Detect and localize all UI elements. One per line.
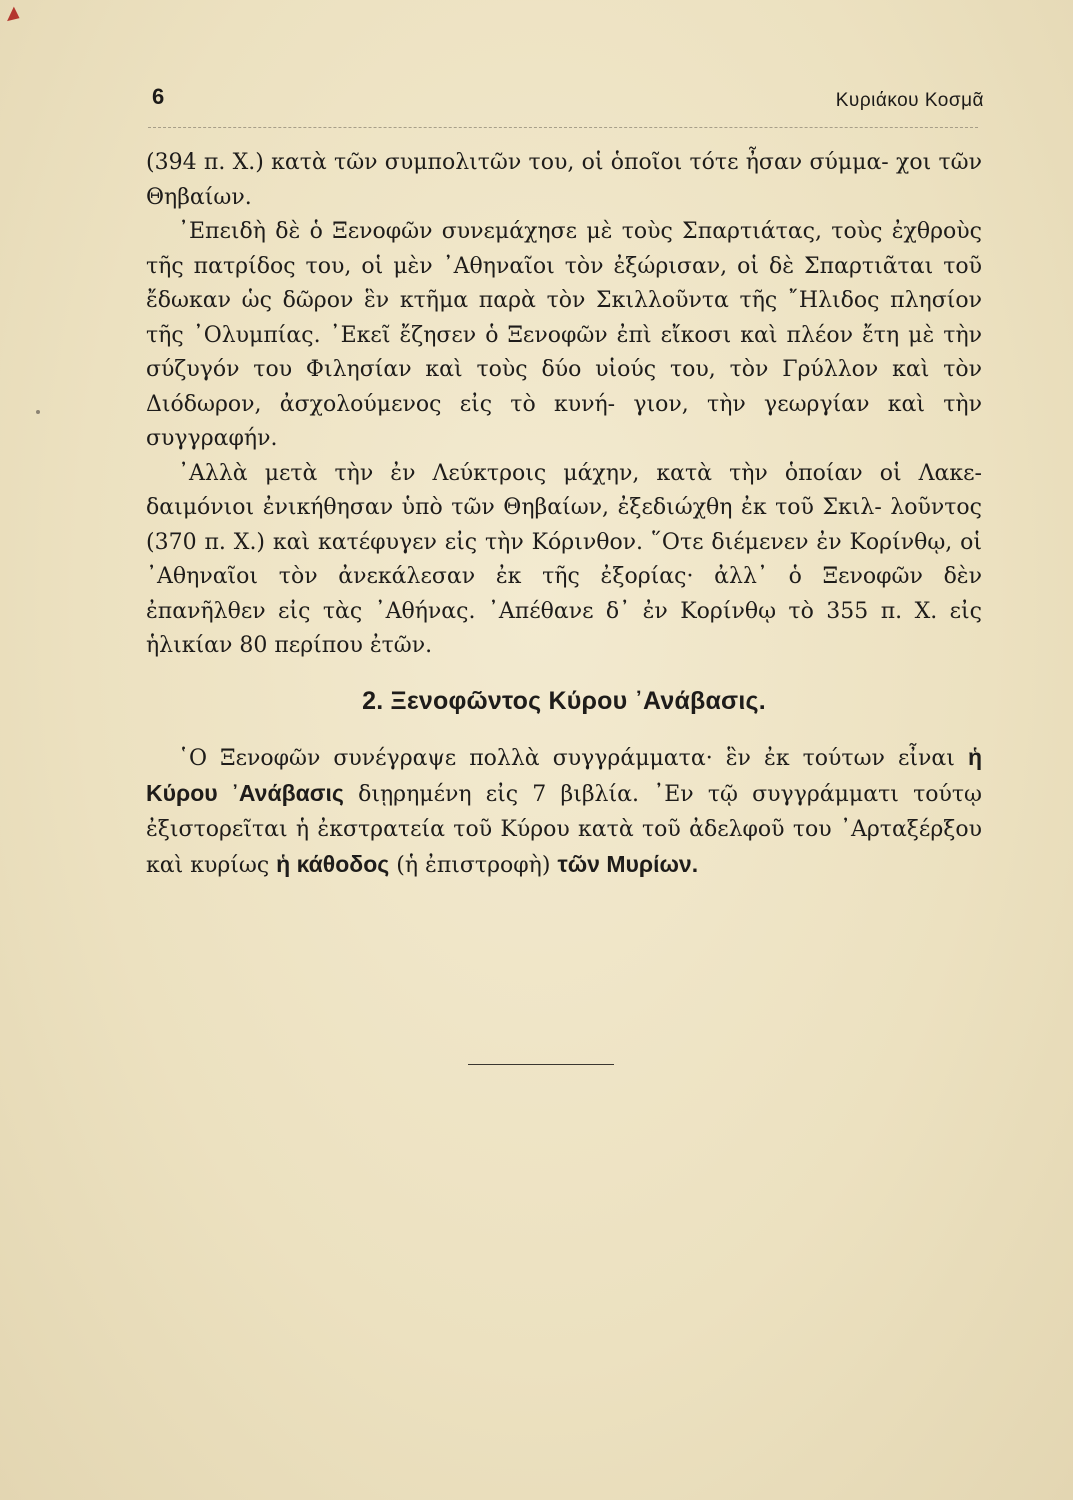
paragraph-4 — [146, 740, 982, 884]
paragraph-1: (394 π. Χ.) κατὰ τῶν συμπολιτῶν του, οἱ ὁποῖοι τότε ἦσαν σύμμα- χοι τῶν Θηβαίων. — [146, 150, 982, 210]
paragraph-4-text-a: ῾Ο Ξενοφῶν συνέγραψε πολλὰ συγγράμματα· ἓν ἐκ τούτων εἶναι — [178, 745, 955, 771]
page-header — [148, 84, 984, 120]
paragraph-4-emphasis-kathodos: ἡ κάθοδος — [276, 851, 390, 877]
page-body — [146, 146, 982, 884]
running-head: Κυριάκου Κοσμᾶ — [835, 90, 984, 111]
paper-speck — [36, 410, 40, 414]
page-number: 6 — [152, 84, 165, 109]
paragraph-4-emphasis-title: ἡ Κύρου ᾿Ανάβασις — [146, 743, 982, 806]
paragraph-4-emphasis-myrion: τῶν Μυρίων. — [557, 851, 699, 877]
section-title: 2. Ξενοφῶντος Κύρου ᾿Ανάβασις. — [362, 686, 766, 715]
corner-mark-icon — [7, 7, 23, 26]
header-divider — [148, 127, 978, 128]
paragraph-4-text-c: διῃρημένη εἰς 7 βιβλία. ᾿Εν τῷ συγγράμματι τούτῳ ἐξιστορεῖται ἡ ἐκστρατεία τοῦ Κύρου κατὰ τοῦ ἀδελφοῦ του ᾿Αρταξέρξου καὶ κυρίως — [146, 782, 982, 878]
end-divider — [468, 1064, 614, 1065]
paragraph-2: ᾿Επειδὴ δὲ ὁ Ξενοφῶν συνεμάχησε μὲ τοὺς Σπαρτιάτας, τοὺς ἐχθροὺς τῆς πατρίδος του, οἱ μὲν ᾿Αθηναῖοι τὸν ἐξώρισαν, οἱ δὲ Σπαρτιᾶται τοῦ ἔδωκαν ὡς δῶρον ἓν κτῆμα παρὰ τὸν Σκιλλοῦντα τῆς ῎Ηλιδος πλησίον τῆς ᾿Ολυμπίας. ᾿Εκεῖ ἔζησεν ὁ Ξενοφῶν ἐπὶ εἴκοσι καὶ πλέον ἔτη μὲ τὴν σύζυγόν του Φιλησίαν καὶ τοὺς δύο υἱούς του, τὸν Γρύλλον καὶ τὸν Διόδωρον, ἀσχολούμενος εἰς τὸ κυνή- γιον, τὴν γεωργίαν καὶ τὴν συγγραφήν. — [146, 219, 982, 451]
paragraph-3: ᾿Αλλὰ μετὰ τὴν ἐν Λεύκτροις μάχην, κατὰ τὴν ὁποίαν οἱ Λακε- δαιμόνιοι ἐνικήθησαν ὑπὸ τῶν Θηβαίων, ἐξεδιώχθη ἐκ τοῦ Σκιλ- λοῦντος (370 π. Χ.) καὶ κατέφυγεν εἰς τὴν Κόρινθον. ῞Οτε διέμενεν ἐν Κορίνθῳ, οἱ ᾿Αθηναῖοι τὸν ἀνεκάλεσαν ἐκ τῆς ἐξορίας· ἀλλ᾿ ὁ Ξενοφῶν δὲν ἐπανῆλθεν εἰς τὰς ᾿Αθήνας. ᾿Απέθανε δ᾿ ἐν Κορίνθῳ τὸ 355 π. Χ. εἰς ἡλικίαν 80 περίπου ἐτῶν. — [146, 460, 982, 658]
paragraph-4-text-e: (ἡ ἐπιστροφὴ) — [396, 853, 551, 878]
